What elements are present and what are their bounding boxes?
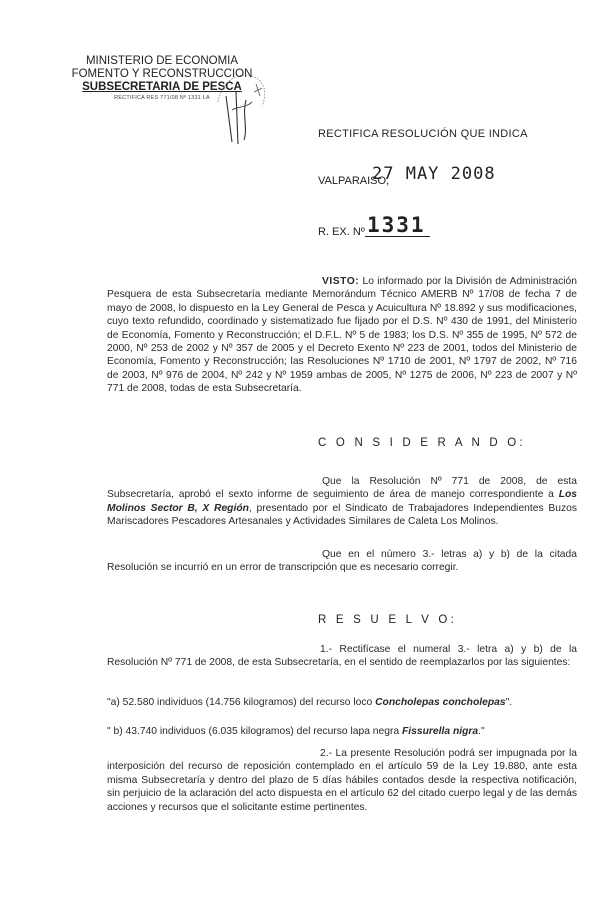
ministry-line-3: SUBSECRETARIA DE PESCA [82,81,242,93]
resuelvo-heading: R E S U E L V O: [318,614,457,626]
considerando-p1-pre: Que la Resolución Nº 771 de 2008, de esta Subsecretaría, aprobó el sexto informe de seguimiento de área de manejo correspondiente a [107,476,577,501]
considerando-p1-bold: Los Molinos Sector B, X Región [107,489,577,514]
item-a-species: Concholepas concholepas [375,697,506,708]
visto-label: VISTO: [322,276,360,287]
resuelvo-paragraph-2 [107,747,577,814]
resuelvo-r2-text: 2.- La presente Resolución podrá ser impugnada por la interposición del recurso de reposición contemplado en el artículo 59 de la Ley 19.880, ante esta misma Subsecretaría y dentro del plazo de 5 días hábiles contados desde la respectiva notificación, sin perjuicio de la aclaración del acto dispuesta en el artículo 62 del citado cuerpo legal y de las demás acciones y recursos que el solicitante estime pertinentes. [107,748,577,813]
item-b-pre: " b) 43.740 individuos (6.035 kilogramos) del recurso lapa negra [107,726,400,737]
considerando-p1-post: , presentado por el Sindicato de Trabajadores Independientes Buzos Mariscadores Pescadores Artesanales y Actividades Similares de Caleta Los Molinos. [107,502,577,528]
resuelvo-item-a [107,696,577,709]
considerando-p2-text: Que en el número 3.- letras a) y b) de la citada Resolución se incurrió en un error de transcripción que es necesario corregir. [107,549,577,574]
visto-text: Lo informado por la División de Administración Pesquera de esta Subsecretaría mediante Memorándum Técnico AMERB Nº 17/08 de fecha 7 de mayo de 2008, lo dispuesto en la Ley General de Pesca y Acuicultura Nº 18.892 y sus modificaciones, cuyo texto refundido, coordinado y sistematizado fue fijado por el D.S. Nº 430 de 1991, del Ministerio de Economía, Fomento y Reconstrucción; el D.F.L. Nº 5 de 1983; los D.S. Nº 355 de 1995, Nº 572 de 2000, Nº 253 de 2002 y Nº 357 de 2005 y el Decreto Exento Nº 223 de 2001, todos del Ministerio de Economía, Fomento y Reconstrucción; las Resoluciones Nº 1710 de 2001, Nº 1797 de 2002, Nº 716 de 2003, Nº 976 de 2004, Nº 242 y Nº 1959 ambas de 2005, Nº 1275 de 2006, Nº 223 de 2007 y Nº 771 de 2008, todas de esta Subsecretaría. [107,276,577,395]
date-stamp: 27 MAY 2008 [372,164,496,184]
document-subject: RECTIFICA RESOLUCIÓN QUE INDICA [318,128,528,140]
signature-seal-icon [212,62,274,146]
considerando-paragraph-1 [107,475,577,529]
considerando-heading: C O N S I D E R A N D O: [318,437,526,449]
ministry-line-1: MINISTERIO DE ECONOMIA [85,55,239,67]
item-a-pre: "a) 52.580 individuos (14.756 kilogramos) del recurso loco [107,697,373,708]
item-b-species: Fissurella nigra [402,726,479,737]
item-b-post: ." [478,726,485,737]
item-a-post: ". [505,697,513,708]
resuelvo-r1-text: 1.- Rectifícase el numeral 3.- letra a) y b) de la Resolución Nº 771 de 2008, de esta Subsecretaría, en el sentido de reemplazarlos por las siguientes: [107,644,577,669]
ministry-line-4: RECTIFICA RES 771/08 Nº 1331 LA [114,95,210,101]
resuelvo-paragraph-1 [107,643,577,670]
visto-paragraph [107,275,577,396]
resuelvo-item-b [107,725,577,738]
resolution-number: 1331 [365,214,430,237]
place-label: VALPARAISO, [318,175,390,187]
resolution-number-label: R. EX. Nº [318,226,365,238]
considerando-paragraph-2 [107,548,577,575]
ministry-line-2: FOMENTO Y RECONSTRUCCION [71,68,253,80]
